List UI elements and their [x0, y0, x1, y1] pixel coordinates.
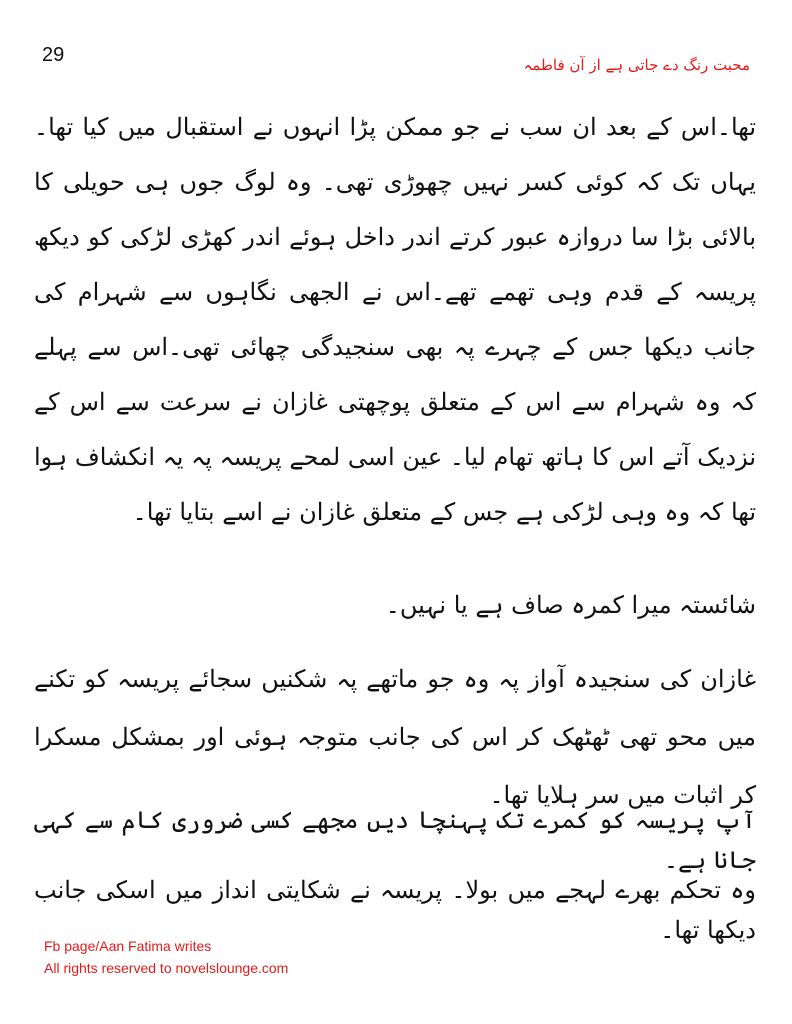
paragraph-4: آپ پریسہ کو کمرے تک پہنچا دیں مجھے کسی ضروری کام سے کہی جانا ہے۔ [34, 806, 756, 874]
paragraph-2: شائستہ میرا کمرہ صاف ہے یا نہیں۔ [385, 591, 756, 619]
paragraph-1: تھا۔اس کے بعد ان سب نے جو ممکن پڑا انہوں نے استقبال میں کیا تھا۔یہاں تک کہ کوئی کسر نہیں چھوڑی تھی۔ وہ لوگ جوں ہی حویلی کا بالائی بڑا سا دروازہ عبور کرتے اندر داخل ہوئے اندر کھڑی لڑکی کو دیکھ پریسہ کے قدم وہی تھمے تھے۔اس نے الجھی نگاہوں سے شہرام کی جانب دیکھا جس کے چہرے پہ بھی سنجیدگی چھائی تھی۔اس سے پہلے کہ وہ شہرام سے اس کے متعلق پوچھتی غازان نے سرعت سے اس کے نزدیک آتے اس کا ہاتھ تھام لیا۔ عین اسی لمحے پریسہ پہ یہ انکشاف ہوا تھا کہ وہ وہی لڑکی ہے جس کے متعلق غازان نے اسے بتایا تھا۔ [34, 113, 757, 526]
paragraph-5: وہ تحکم بھرے لہجے میں بولا۔ پریسہ نے شکایتی انداز میں اسکی جانب دیکھا تھا۔ [34, 876, 756, 944]
footer-fb-page: Fb page/Aan Fatima writes [44, 938, 212, 954]
footer [44, 935, 288, 979]
paragraph-3: غازان کی سنجیدہ آواز پہ وہ جو ماتھے پہ شکنیں سجائے پریسہ کو تکنے میں محو تھی ٹھٹھک کر اس کی جانب متوجہ ہوئی اور بمشکل مسکرا کر اثبات میں سر ہلایا تھا۔ [34, 665, 756, 809]
header-title: محبت رنگ دے جاتی ہے از آن فاطمہ [523, 56, 750, 74]
page-number: 29 [42, 44, 65, 66]
footer-rights: All rights reserved to novelslounge.com [44, 960, 289, 976]
